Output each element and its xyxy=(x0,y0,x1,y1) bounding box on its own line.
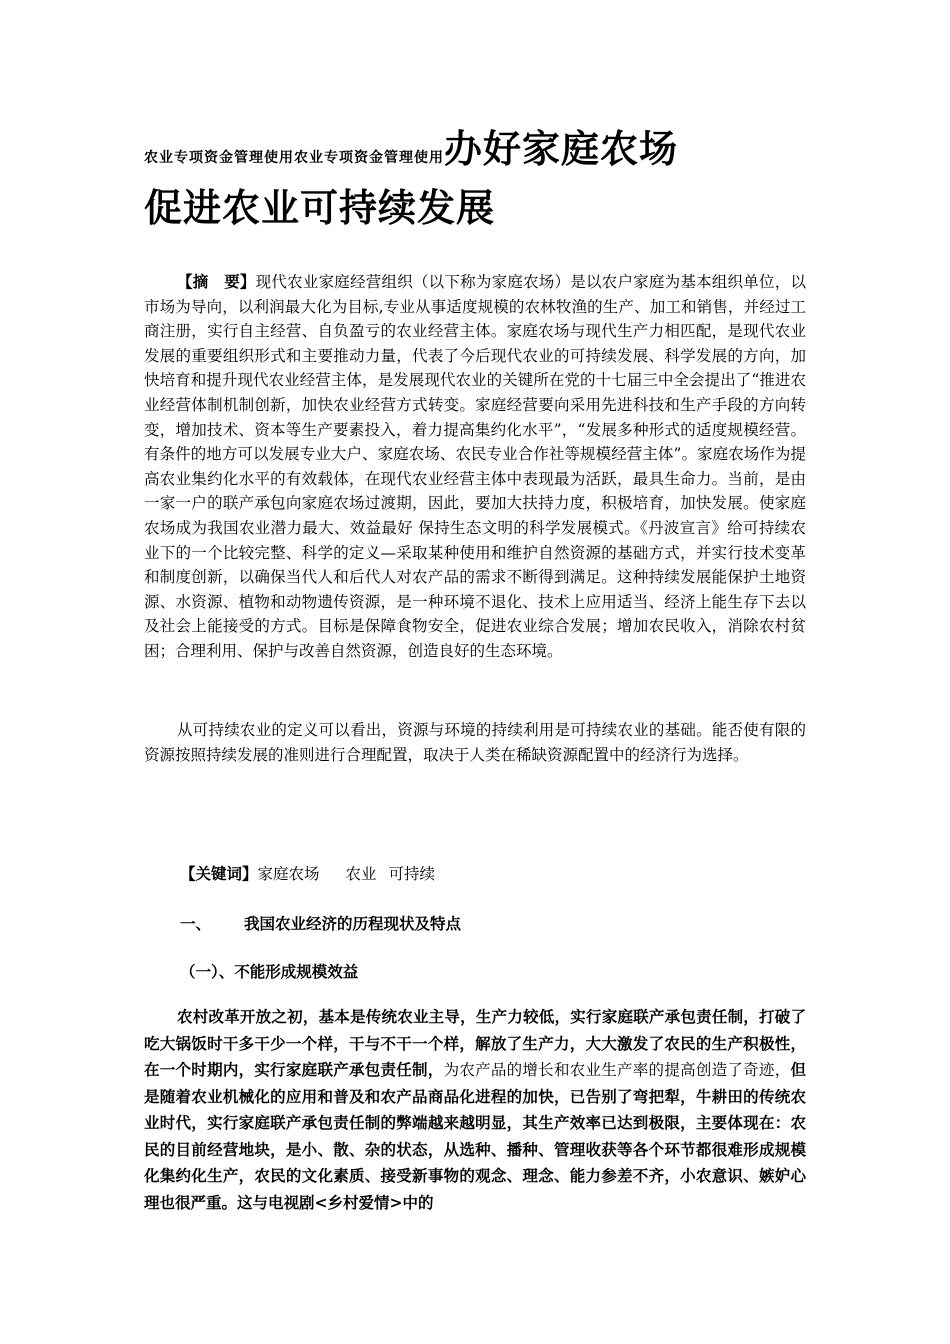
subsection-heading: （一）、不能形成规模效益 xyxy=(180,962,359,981)
abstract-paragraph xyxy=(144,270,806,664)
rural-text-part-3: 但是随着农业机械化的应用和普及和农产品商品化进程的加快，已告别了弯把犁，牛耕田的传统农业时代，实行家庭联产承包责任制的弊端越来越明显，其生产效率已达到极限，主要体现在：农民的目前经营地块，是小、散、杂的状态，从选种、播种、管理收获等各个环节都很难形成规模化集约化生产，农民的文化素质、接受新事物的观念、理念、能力参差不齐，小农意识、嫉妒心理也很严重。这与电视剧<乡村爱情>中的 xyxy=(144,1060,806,1212)
abstract-label: 【摘 要】 xyxy=(177,272,256,291)
rural-text-part-1: 农村改革开放之初，基本是传统农业主导，生产力较低，实行家庭联产承包责任制，打破了吃大锅饭时干多干少一个样，干与不干一个样，解放了生产力，大大激发了农民的生产积极性，在一个时期内，实行家庭联产承包责任制， xyxy=(144,1007,806,1079)
keywords-label: 【关键词】 xyxy=(180,864,258,883)
title-prefix: 农业专项资金管理使用农业专项资金管理使用 xyxy=(144,150,444,166)
title-main-part-1: 办好家庭农场 xyxy=(444,127,679,171)
section-title: 我国农业经济的历程现状及特点 xyxy=(244,914,462,933)
rural-text-part-2: 为农产品的增长和农业生产率的提高创造了奇迹， xyxy=(443,1061,791,1079)
definition-paragraph: 从可持续农业的定义可以看出，资源与环境的持续利用是可持续农业的基础。能否使有限的资源按照持续发展的准则进行合理配置，取决于人类在稀缺资源配置中的经济行为选择。 xyxy=(144,721,806,764)
section-number: 一、 xyxy=(180,914,212,933)
keywords-line xyxy=(180,862,435,884)
title-line-1 xyxy=(144,118,824,180)
keyword-item: 农业 xyxy=(345,865,377,883)
document-title xyxy=(144,118,824,236)
abstract-text: 现代农业家庭经营组织（以下称为家庭农场）是以农户家庭为基本组织单位，以市场为导向，以利润最大化为目标,专业从事适度规模的农林牧渔的生产、加工和销售，并经过工商注册，实行自主经营、自负盈亏的农业经营主体。家庭农场与现代生产力相匹配，是现代农业发展的重要组织形式和主要推动力量，代表了今后现代农业的可持续发展、科学发展的方向，加快培育和提升现代农业经营主体，是发展现代农业的关键所在党的十七届三中全会提出了“推进农业经营体制机制创新，加快农业经营方式转变。家庭经营要向采用先进科技和生产手段的方向转变，增加技术、资本等生产要素投入，着力提高集约化水平”，“发展多种形式的适度规模经营。有条件的地方可以发展专业大户、家庭农场、农民专业合作社等规模经营主体”。家庭农场作为提高农业集约化水平的有效载体，在现代农业经营主体中表现最为活跃，最具生命力。当前，是由一家一户的联产承包向家庭农场过渡期，因此，要加大扶持力度，积极培育，加快发展。使家庭农场成为我国农业潜力最大、效益最好 保持生态文明的科学发展模式。《丹波宣言》给可持续农业下的一个比较完整、科学的定义—采取某种使用和维护自然资源的基础方式，并实行技术变革和制度创新，以确保当代人和后代人对农产品的需求不断得到满足。这种持续发展能保护土地资源、水资源、植物和动物遗传资源，是一种环境不退化、技术上应用适当、经济上能生存下去以及社会上能接受的方式。目标是保障食物安全，促进农业综合发展；增加农民收入，消除农村贫困；合理利用、保护与改善自然资源，创造良好的生态环境。 xyxy=(144,273,806,660)
title-main-part-2: 促进农业可持续发展 xyxy=(144,186,496,230)
rural-reform-paragraph xyxy=(144,1004,806,1216)
section-heading xyxy=(180,912,461,934)
keyword-item: 可持续 xyxy=(388,865,436,883)
keyword-item: 家庭农场 xyxy=(257,865,320,883)
